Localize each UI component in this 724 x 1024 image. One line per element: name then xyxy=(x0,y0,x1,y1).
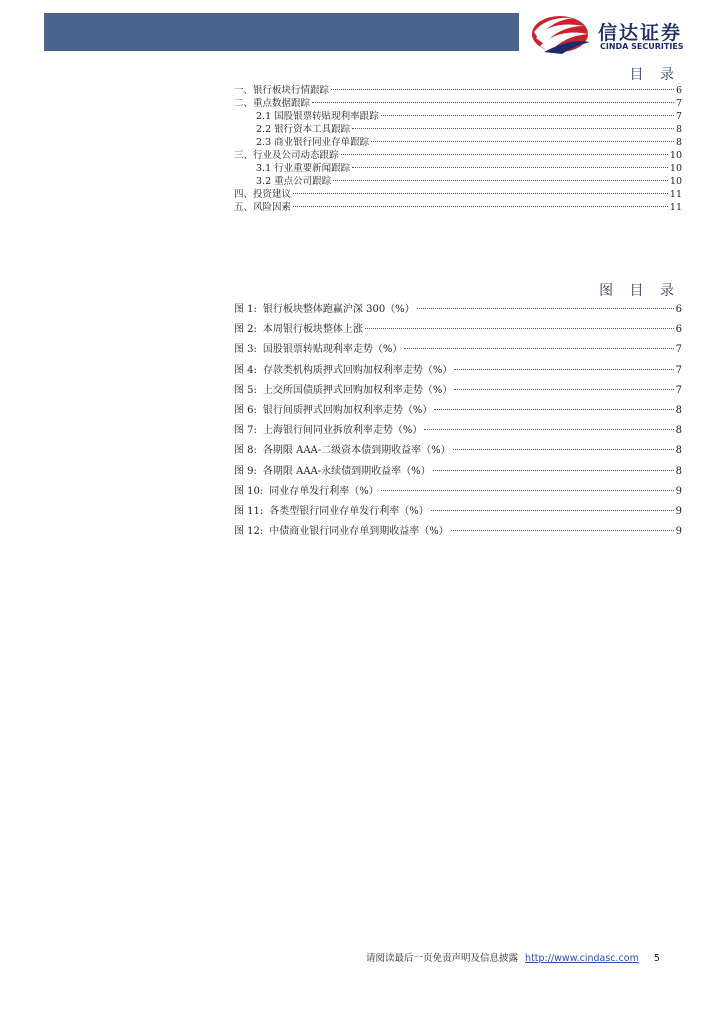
figure-entry-page: 8 xyxy=(675,465,682,477)
figure-entry-page: 7 xyxy=(675,344,682,356)
figure-entry-page: 8 xyxy=(675,445,682,457)
leader-dots xyxy=(433,470,674,471)
figure-entry-page: 8 xyxy=(675,425,682,437)
toc-entry-page: 8 xyxy=(675,137,682,148)
toc-entry[interactable] xyxy=(234,162,682,175)
toc-entry-label: 3.2 重点公司跟踪 xyxy=(256,176,332,187)
figure-entry-label: 中债商业银行同业存单到期收益率（%） xyxy=(269,526,449,538)
toc-entry-label: 2.3 商业银行同业存单跟踪 xyxy=(256,137,370,148)
leader-dots xyxy=(333,180,668,181)
toc-entry[interactable] xyxy=(234,110,682,123)
leader-dots xyxy=(352,128,674,129)
leader-dots xyxy=(381,115,674,116)
figure-entry-number: 图 12: xyxy=(234,526,264,538)
figure-entry[interactable] xyxy=(234,340,682,360)
page-number: 5 xyxy=(653,953,660,964)
figure-entry[interactable] xyxy=(234,381,682,401)
logo-english-text: CINDA SECURITIES xyxy=(600,42,684,51)
toc-entry-page: 7 xyxy=(675,111,682,122)
toc-entry[interactable] xyxy=(234,84,682,97)
figure-entry-number: 图 1: xyxy=(234,304,257,315)
figure-entry-label: 存款类机构质押式回购加权利率走势（%） xyxy=(262,364,453,376)
leader-dots xyxy=(431,510,674,511)
footer-website-link[interactable]: http://www.cindasc.com xyxy=(525,953,639,964)
leader-dots xyxy=(365,328,674,329)
toc-entry-page: 11 xyxy=(669,202,682,213)
figure-entry-label: 各期限 AAA-永续债到期收益率（%） xyxy=(262,465,431,477)
toc-entry-label: 3.1 行业重要新闻跟踪 xyxy=(256,163,351,174)
figure-entry[interactable] xyxy=(234,462,682,482)
toc-entry[interactable] xyxy=(234,149,682,162)
toc-entry[interactable] xyxy=(234,97,682,110)
figure-entry-number: 图 10: xyxy=(234,485,264,497)
footer xyxy=(366,950,660,964)
figure-entry-label: 各期限 AAA-二级资本债到期收益率（%） xyxy=(262,445,451,457)
leader-dots xyxy=(381,490,674,491)
footer-disclaimer: 请阅读最后一页免责声明及信息披露 xyxy=(366,953,519,964)
figure-entry-number: 图 2: xyxy=(234,324,257,336)
toc-entry-label: 2.2 银行资本工具跟踪 xyxy=(256,124,351,135)
toc-entry-page: 10 xyxy=(669,163,682,174)
leader-dots xyxy=(454,369,673,370)
figure-entry[interactable] xyxy=(234,502,682,522)
figure-entry-page: 9 xyxy=(675,526,682,538)
leader-dots xyxy=(451,530,674,531)
figure-entry-label: 国股银票转贴现利率走势（%） xyxy=(262,344,403,356)
figure-entry-label: 同业存单发行利率（%） xyxy=(269,485,379,497)
figure-entry-number: 图 4: xyxy=(234,364,257,376)
cinda-logo xyxy=(530,12,710,56)
figure-entry-page: 7 xyxy=(675,364,682,376)
leader-dots xyxy=(341,154,668,155)
figure-entry-page: 9 xyxy=(675,485,682,497)
toc-entry-page: 8 xyxy=(675,124,682,135)
figure-entry-label: 银行板块整体跑赢沪深 300（%） xyxy=(262,304,415,315)
cinda-logo-icon xyxy=(530,12,592,56)
toc-entry[interactable] xyxy=(234,201,682,214)
leader-dots xyxy=(293,206,668,207)
toc-entry-label: 三、行业及公司动态跟踪 xyxy=(234,150,339,161)
figure-entry[interactable] xyxy=(234,522,682,542)
toc-entry-page: 7 xyxy=(675,98,682,109)
figure-entry-page: 9 xyxy=(675,505,682,517)
table-of-contents xyxy=(234,84,682,214)
figure-entry-number: 图 8: xyxy=(234,445,257,457)
toc-entry[interactable] xyxy=(234,188,682,201)
figure-entry[interactable] xyxy=(234,320,682,340)
figure-entry-number: 图 11: xyxy=(234,505,264,517)
toc-entry-page: 11 xyxy=(669,189,682,200)
leader-dots xyxy=(417,308,674,309)
toc-entry-label: 五、风险因素 xyxy=(234,202,292,213)
figure-entry[interactable] xyxy=(234,482,682,502)
figure-entry-label: 各类型银行同业存单发行利率（%） xyxy=(269,505,429,517)
leader-dots xyxy=(371,141,674,142)
figure-entry[interactable] xyxy=(234,421,682,441)
figure-entry[interactable] xyxy=(234,401,682,421)
toc-entry[interactable] xyxy=(234,123,682,136)
leader-dots xyxy=(424,429,673,430)
toc-entry-label: 二、重点数据跟踪 xyxy=(234,98,311,109)
figure-entry-number: 图 9: xyxy=(234,465,257,477)
figure-entry[interactable] xyxy=(234,361,682,381)
toc-entry[interactable] xyxy=(234,136,682,149)
toc-entry-label: 四、投资建议 xyxy=(234,189,292,200)
toc-entry-label: 一、银行板块行情跟踪 xyxy=(234,85,330,96)
figure-entry-number: 图 5: xyxy=(234,384,257,396)
figure-entry-page: 7 xyxy=(675,384,682,396)
toc-title: 目 录 xyxy=(629,67,680,83)
toc-entry-label: 2.1 国股银票转贴现利率跟踪 xyxy=(256,111,379,122)
leader-dots xyxy=(312,102,674,103)
figure-list xyxy=(234,300,682,542)
toc-entry-page: 10 xyxy=(669,176,682,187)
leader-dots xyxy=(404,348,673,349)
figure-entry-page: 6 xyxy=(675,324,682,336)
figure-entry-number: 图 7: xyxy=(234,425,257,437)
leader-dots xyxy=(331,89,674,90)
figure-entry-label: 上海银行间同业拆放利率走势（%） xyxy=(262,425,423,437)
figure-entry-label: 上交所国债质押式回购加权利率走势（%） xyxy=(262,384,453,396)
figure-entry-number: 图 6: xyxy=(234,404,257,416)
toc-entry-page: 6 xyxy=(675,85,682,96)
figure-entry-label: 银行间质押式回购加权利率走势（%） xyxy=(262,404,433,416)
leader-dots xyxy=(454,389,673,390)
toc-entry-page: 10 xyxy=(669,150,682,161)
figure-entry-page: 8 xyxy=(675,404,682,416)
figure-entry-number: 图 3: xyxy=(234,344,257,356)
figure-entry[interactable] xyxy=(234,300,682,320)
figure-list-title: 图 目 录 xyxy=(599,283,680,299)
leader-dots xyxy=(434,409,673,410)
leader-dots xyxy=(352,167,668,168)
header-band xyxy=(44,13,519,51)
leader-dots xyxy=(293,193,668,194)
leader-dots xyxy=(453,449,674,450)
figure-entry[interactable] xyxy=(234,441,682,461)
toc-entry[interactable] xyxy=(234,175,682,188)
figure-entry-page: 6 xyxy=(675,304,682,315)
figure-entry-label: 本周银行板块整体上涨 xyxy=(262,324,363,336)
logo-chinese-text: 信达证券 xyxy=(598,22,683,44)
